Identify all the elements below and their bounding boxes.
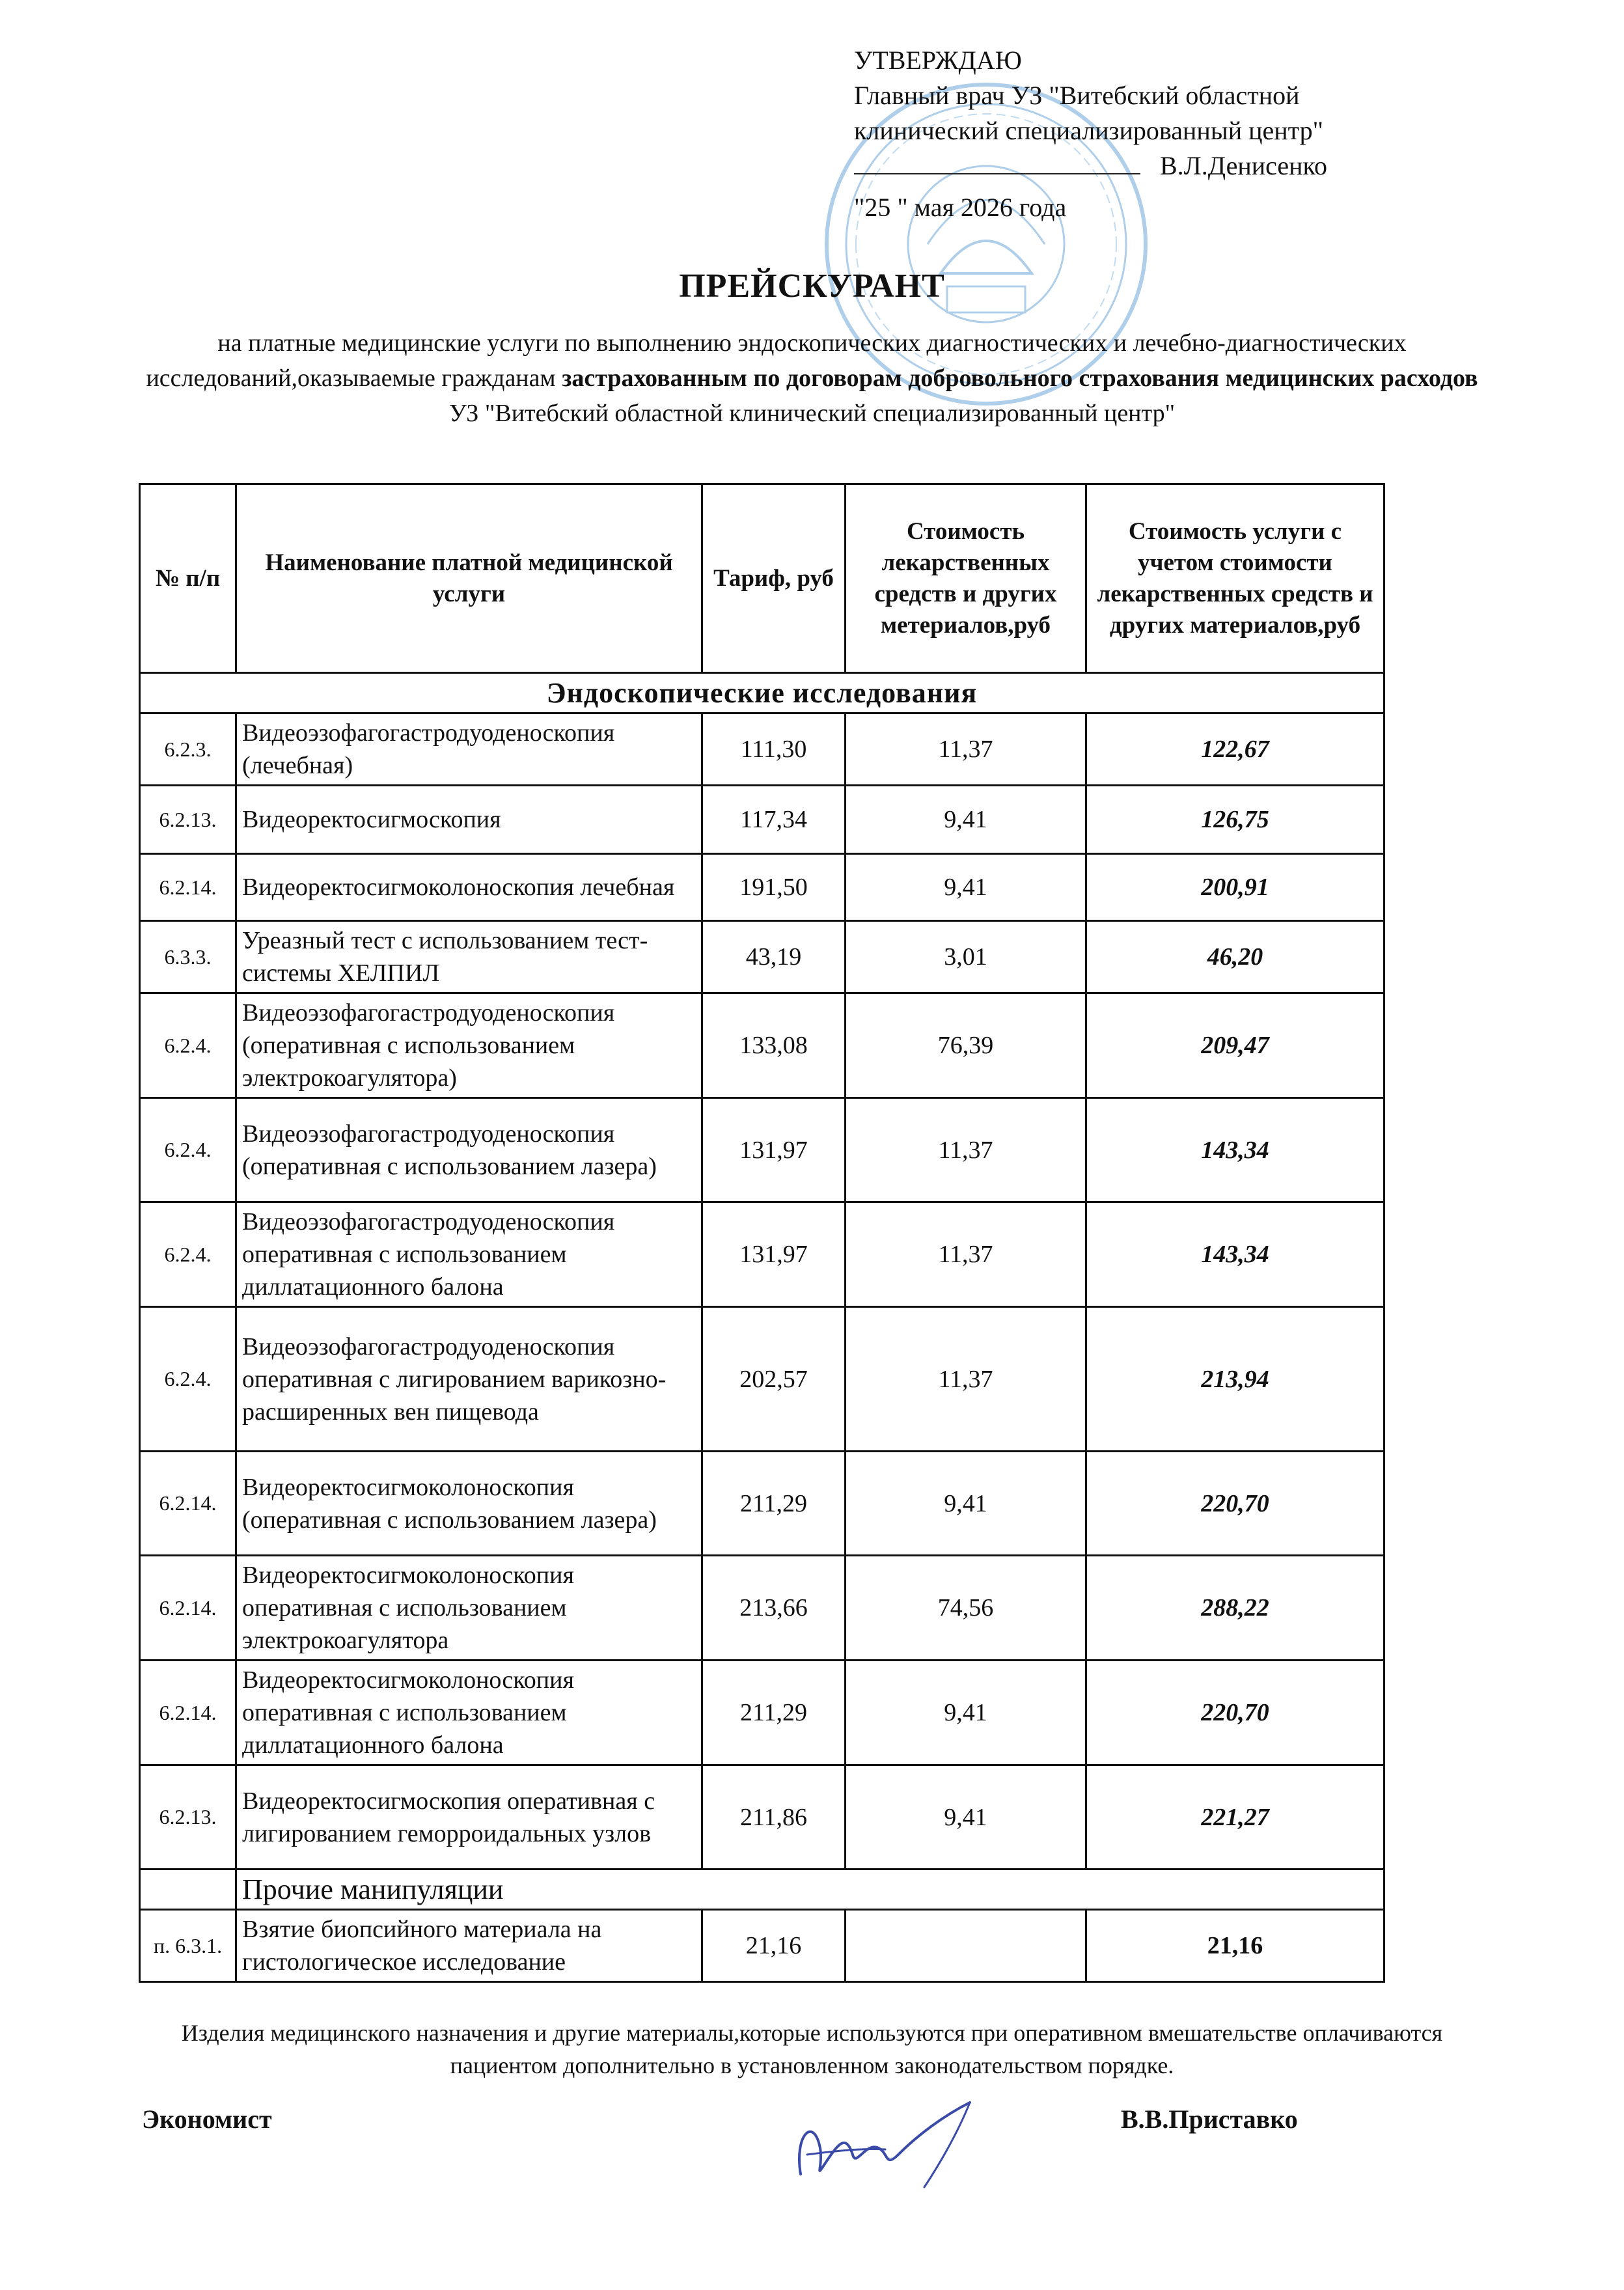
row-service-name: Видеоэзофагогастродуоденоскопия (оперативная с использованием лазера) bbox=[236, 1098, 702, 1202]
row-tariff: 211,86 bbox=[702, 1765, 846, 1869]
economist-name: В.В.Приставко bbox=[1121, 2104, 1298, 2134]
row-num: 6.2.4. bbox=[140, 1202, 236, 1307]
header-name: Наименование платной медицинской услуги bbox=[236, 484, 702, 673]
row-total: 122,67 bbox=[1086, 713, 1384, 786]
approval-signer: В.Л.Денисенко bbox=[1160, 151, 1327, 180]
row-total: 221,27 bbox=[1086, 1765, 1384, 1869]
row-num: 6.2.4. bbox=[140, 1098, 236, 1202]
row-materials: 11,37 bbox=[846, 1098, 1086, 1202]
section-row bbox=[140, 1869, 1384, 1910]
row-service-name: Видеоэзофагогастродуоденоскопия оперативная с лигированием варикозно-расширенных вен пищевода bbox=[236, 1307, 702, 1452]
row-tariff: 131,97 bbox=[702, 1202, 846, 1307]
row-total: 46,20 bbox=[1086, 921, 1384, 993]
price-table bbox=[139, 483, 1385, 1983]
row-total: 220,70 bbox=[1086, 1452, 1384, 1556]
row-service-name: Видеоректосигмоскопия оперативная с лигированием геморроидальных узлов bbox=[236, 1765, 702, 1869]
row-materials: 3,01 bbox=[846, 921, 1086, 993]
header-num: № п/п bbox=[140, 484, 236, 673]
row-service-name: Видеоректосигмоколоноскопия оперативная с использованием электрокоагулятора bbox=[236, 1556, 702, 1661]
other-row-materials bbox=[846, 1910, 1086, 1982]
table-row bbox=[140, 1910, 1384, 1982]
header-total: Стоимость услуги с учетом стоимости лекарственных средств и других материалов,руб bbox=[1086, 484, 1384, 673]
row-total: 209,47 bbox=[1086, 993, 1384, 1098]
approval-line-1: Главный врач УЗ "Витебский областной bbox=[854, 81, 1300, 110]
row-service-name: Видеоректосигмоколоноскопия оперативная с использованием диллатационного балона bbox=[236, 1661, 702, 1765]
other-row-tariff: 21,16 bbox=[702, 1910, 846, 1982]
header-materials: Стоимость лекарственных средств и других метериалов,руб bbox=[846, 484, 1086, 673]
subtitle-part-1: на платные медицинские услуги по выполнению эндоскопических диагностических и лечебно-диагностических исследований,оказываемые гражданам bbox=[146, 329, 1407, 392]
row-total: 126,75 bbox=[1086, 786, 1384, 854]
row-num: 6.2.13. bbox=[140, 786, 236, 854]
section-title-endoscopy: Эндоскопические исследования bbox=[140, 673, 1384, 713]
row-service-name: Уреазный тест с использованием тест-системы ХЕЛПИЛ bbox=[236, 921, 702, 993]
approval-date: "25 " мая 2026 года bbox=[854, 193, 1067, 222]
row-num: 6.2.14. bbox=[140, 1452, 236, 1556]
row-service-name: Видеоэзофагогастродуоденоскопия оперативная с использованием диллатационного балона bbox=[236, 1202, 702, 1307]
row-materials: 11,37 bbox=[846, 1307, 1086, 1452]
row-materials: 9,41 bbox=[846, 1452, 1086, 1556]
page-title: ПРЕЙСКУРАНТ bbox=[679, 268, 945, 305]
table-row bbox=[140, 1098, 1384, 1202]
row-service-name: Видеоэзофагогастродуоденоскопия (оперативная с использованием электрокоагулятора) bbox=[236, 993, 702, 1098]
row-tariff: 213,66 bbox=[702, 1556, 846, 1661]
section-row bbox=[140, 673, 1384, 713]
other-row-name: Взятие биопсийного материала на гистологическое исследование bbox=[236, 1910, 702, 1982]
table-row bbox=[140, 1307, 1384, 1452]
row-num: 6.2.14. bbox=[140, 1556, 236, 1661]
page-subtitle bbox=[130, 325, 1494, 431]
table-row bbox=[140, 786, 1384, 854]
approval-block bbox=[854, 43, 1427, 222]
row-service-name: Видеоректосигмоколоноскопия лечебная bbox=[236, 854, 702, 921]
approval-line-2: клинический специализированный центр" bbox=[854, 116, 1323, 145]
row-num: 6.2.3. bbox=[140, 713, 236, 786]
table-row bbox=[140, 1202, 1384, 1307]
table-row bbox=[140, 713, 1384, 786]
header-tariff: Тариф, руб bbox=[702, 484, 846, 673]
row-tariff: 133,08 bbox=[702, 993, 846, 1098]
handwritten-signature bbox=[775, 2096, 1009, 2194]
row-total: 143,34 bbox=[1086, 1098, 1384, 1202]
row-tariff: 43,19 bbox=[702, 921, 846, 993]
row-num: 6.2.14. bbox=[140, 854, 236, 921]
section-empty-cell bbox=[140, 1869, 236, 1910]
row-tariff: 117,34 bbox=[702, 786, 846, 854]
table-row bbox=[140, 1556, 1384, 1661]
table-row bbox=[140, 1452, 1384, 1556]
table-row bbox=[140, 993, 1384, 1098]
row-materials: 11,37 bbox=[846, 713, 1086, 786]
row-materials: 9,41 bbox=[846, 786, 1086, 854]
row-materials: 9,41 bbox=[846, 1765, 1086, 1869]
row-tariff: 211,29 bbox=[702, 1661, 846, 1765]
row-total: 220,70 bbox=[1086, 1661, 1384, 1765]
row-materials: 76,39 bbox=[846, 993, 1086, 1098]
signature-line bbox=[854, 154, 1140, 174]
section-title-other: Прочие манипуляции bbox=[236, 1869, 1384, 1910]
other-row-num: п. 6.3.1. bbox=[140, 1910, 236, 1982]
row-materials: 74,56 bbox=[846, 1556, 1086, 1661]
row-num: 6.3.3. bbox=[140, 921, 236, 993]
subtitle-part-2: УЗ "Витебский областной клинический специализированный центр" bbox=[448, 400, 1176, 427]
row-total: 143,34 bbox=[1086, 1202, 1384, 1307]
table-header-row bbox=[140, 484, 1384, 673]
row-total: 200,91 bbox=[1086, 854, 1384, 921]
row-num: 6.2.4. bbox=[140, 1307, 236, 1452]
row-tariff: 191,50 bbox=[702, 854, 846, 921]
table-row bbox=[140, 854, 1384, 921]
row-num: 6.2.14. bbox=[140, 1661, 236, 1765]
row-service-name: Видеоректосигмоколоноскопия (оперативная с использованием лазера) bbox=[236, 1452, 702, 1556]
table-row bbox=[140, 1661, 1384, 1765]
table-row bbox=[140, 921, 1384, 993]
row-service-name: Видеоэзофагогастродуоденоскопия (лечебная) bbox=[236, 713, 702, 786]
footnote: Изделия медицинского назначения и другие материалы,которые используются при оперативном вмешательстве оплачиваются пациентом дополнительно в установленном законодательством порядке. bbox=[181, 2020, 1443, 2078]
other-row-total: 21,16 bbox=[1086, 1910, 1384, 1982]
row-tariff: 111,30 bbox=[702, 713, 846, 786]
row-tariff: 202,57 bbox=[702, 1307, 846, 1452]
row-num: 6.2.13. bbox=[140, 1765, 236, 1869]
row-tariff: 131,97 bbox=[702, 1098, 846, 1202]
approval-heading: УТВЕРЖДАЮ bbox=[854, 46, 1022, 75]
row-total: 288,22 bbox=[1086, 1556, 1384, 1661]
subtitle-bold: застрахованным по договорам добровольного страхования медицинских расходов bbox=[562, 365, 1478, 392]
row-num: 6.2.4. bbox=[140, 993, 236, 1098]
row-materials: 9,41 bbox=[846, 1661, 1086, 1765]
row-tariff: 211,29 bbox=[702, 1452, 846, 1556]
row-materials: 9,41 bbox=[846, 854, 1086, 921]
table-row bbox=[140, 1765, 1384, 1869]
economist-label: Экономист bbox=[142, 2104, 272, 2134]
row-total: 213,94 bbox=[1086, 1307, 1384, 1452]
row-service-name: Видеоректосигмоскопия bbox=[236, 786, 702, 854]
row-materials: 11,37 bbox=[846, 1202, 1086, 1307]
